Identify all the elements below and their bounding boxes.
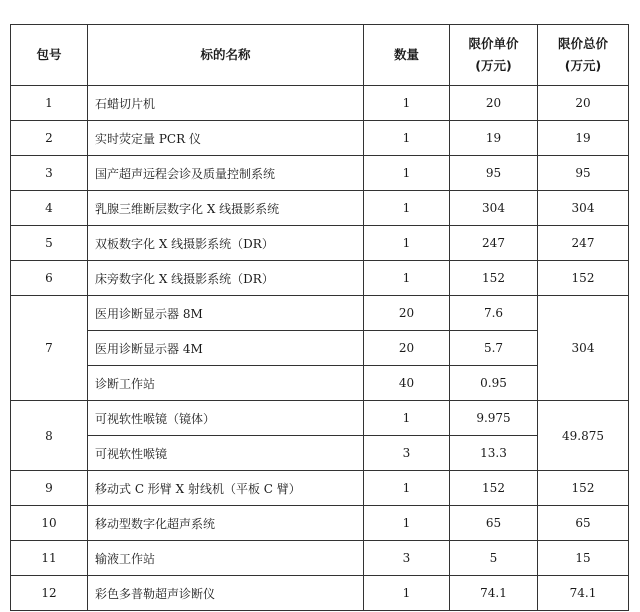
name-cell: 实时荧定量 PCR 仪 [88, 121, 364, 156]
name-cell: 石蜡切片机 [88, 86, 364, 121]
qty-cell: 1 [364, 576, 450, 611]
package-cell: 2 [11, 121, 88, 156]
unit-price-cell: 304 [450, 191, 538, 226]
header-unit-price [450, 25, 538, 86]
unit-price-cell: 65 [450, 506, 538, 541]
header-total-price-label: 限价总价 [557, 36, 608, 51]
package-cell: 8 [11, 401, 88, 471]
name-cell: 彩色多普勒超声诊断仪 [88, 576, 364, 611]
name-cell: 移动式 C 形臂 X 射线机（平板 C 臂） [88, 471, 364, 506]
unit-price-cell: 5 [450, 541, 538, 576]
table-row [11, 436, 629, 471]
table-row [11, 541, 629, 576]
table-row [11, 226, 629, 261]
package-cell: 7 [11, 296, 88, 401]
name-cell: 国产超声远程会诊及质量控制系统 [88, 156, 364, 191]
table-row [11, 86, 629, 121]
package-cell: 4 [11, 191, 88, 226]
qty-cell: 1 [364, 86, 450, 121]
table-row [11, 506, 629, 541]
name-cell: 乳腺三维断层数字化 X 线摄影系统 [88, 191, 364, 226]
total-price-cell: 49.875 [538, 401, 629, 471]
qty-cell: 1 [364, 226, 450, 261]
unit-price-cell: 247 [450, 226, 538, 261]
package-cell: 9 [11, 471, 88, 506]
qty-cell: 1 [364, 261, 450, 296]
name-cell: 可视软性喉镜（镜体） [88, 401, 364, 436]
unit-price-cell: 0.95 [450, 366, 538, 401]
name-cell: 移动型数字化超声系统 [88, 506, 364, 541]
table-row [11, 471, 629, 506]
package-cell: 3 [11, 156, 88, 191]
qty-cell: 1 [364, 156, 450, 191]
qty-cell: 20 [364, 296, 450, 331]
qty-cell: 40 [364, 366, 450, 401]
package-cell: 11 [11, 541, 88, 576]
table-row [11, 366, 629, 401]
unit-price-cell: 13.3 [450, 436, 538, 471]
qty-cell: 1 [364, 121, 450, 156]
name-cell: 双板数字化 X 线摄影系统（DR） [88, 226, 364, 261]
name-cell: 医用诊断显示器 8M [88, 296, 364, 331]
package-cell: 5 [11, 226, 88, 261]
unit-price-cell: 5.7 [450, 331, 538, 366]
header-name: 标的名称 [88, 25, 364, 86]
table-row [11, 576, 629, 611]
unit-price-cell: 9.975 [450, 401, 538, 436]
unit-price-cell: 152 [450, 261, 538, 296]
header-qty: 数量 [364, 25, 450, 86]
table-row [11, 121, 629, 156]
header-unit-price-label: 限价单价 [468, 36, 519, 51]
unit-price-cell: 95 [450, 156, 538, 191]
package-cell: 10 [11, 506, 88, 541]
package-cell: 6 [11, 261, 88, 296]
unit-price-cell: 152 [450, 471, 538, 506]
total-price-cell: 152 [538, 471, 629, 506]
table-row [11, 401, 629, 436]
total-price-cell: 19 [538, 121, 629, 156]
qty-cell: 20 [364, 331, 450, 366]
total-price-cell: 20 [538, 86, 629, 121]
unit-price-cell: 7.6 [450, 296, 538, 331]
table-row [11, 191, 629, 226]
total-price-cell: 304 [538, 296, 629, 401]
unit-price-cell: 20 [450, 86, 538, 121]
header-package: 包号 [11, 25, 88, 86]
table-row [11, 156, 629, 191]
qty-cell: 1 [364, 471, 450, 506]
total-price-cell: 152 [538, 261, 629, 296]
name-cell: 可视软性喉镜 [88, 436, 364, 471]
total-price-cell: 15 [538, 541, 629, 576]
package-cell: 1 [11, 86, 88, 121]
name-cell: 医用诊断显示器 4M [88, 331, 364, 366]
qty-cell: 3 [364, 436, 450, 471]
table-row [11, 331, 629, 366]
total-price-cell: 95 [538, 156, 629, 191]
qty-cell: 1 [364, 401, 450, 436]
total-price-cell: 65 [538, 506, 629, 541]
total-price-cell: 74.1 [538, 576, 629, 611]
name-cell: 诊断工作站 [88, 366, 364, 401]
qty-cell: 3 [364, 541, 450, 576]
unit-price-cell: 19 [450, 121, 538, 156]
header-total-price [538, 25, 629, 86]
qty-cell: 1 [364, 191, 450, 226]
unit-price-cell: 74.1 [450, 576, 538, 611]
qty-cell: 1 [364, 506, 450, 541]
header-total-price-unit: (万元) [564, 58, 602, 73]
header-unit-price-unit: (万元) [475, 58, 512, 73]
name-cell: 输液工作站 [88, 541, 364, 576]
header-row [11, 25, 629, 86]
name-cell: 床旁数字化 X 线摄影系统（DR） [88, 261, 364, 296]
table-row [11, 261, 629, 296]
total-price-cell: 247 [538, 226, 629, 261]
total-price-cell: 304 [538, 191, 629, 226]
procurement-table [10, 24, 629, 611]
package-cell: 12 [11, 576, 88, 611]
table-row [11, 296, 629, 331]
